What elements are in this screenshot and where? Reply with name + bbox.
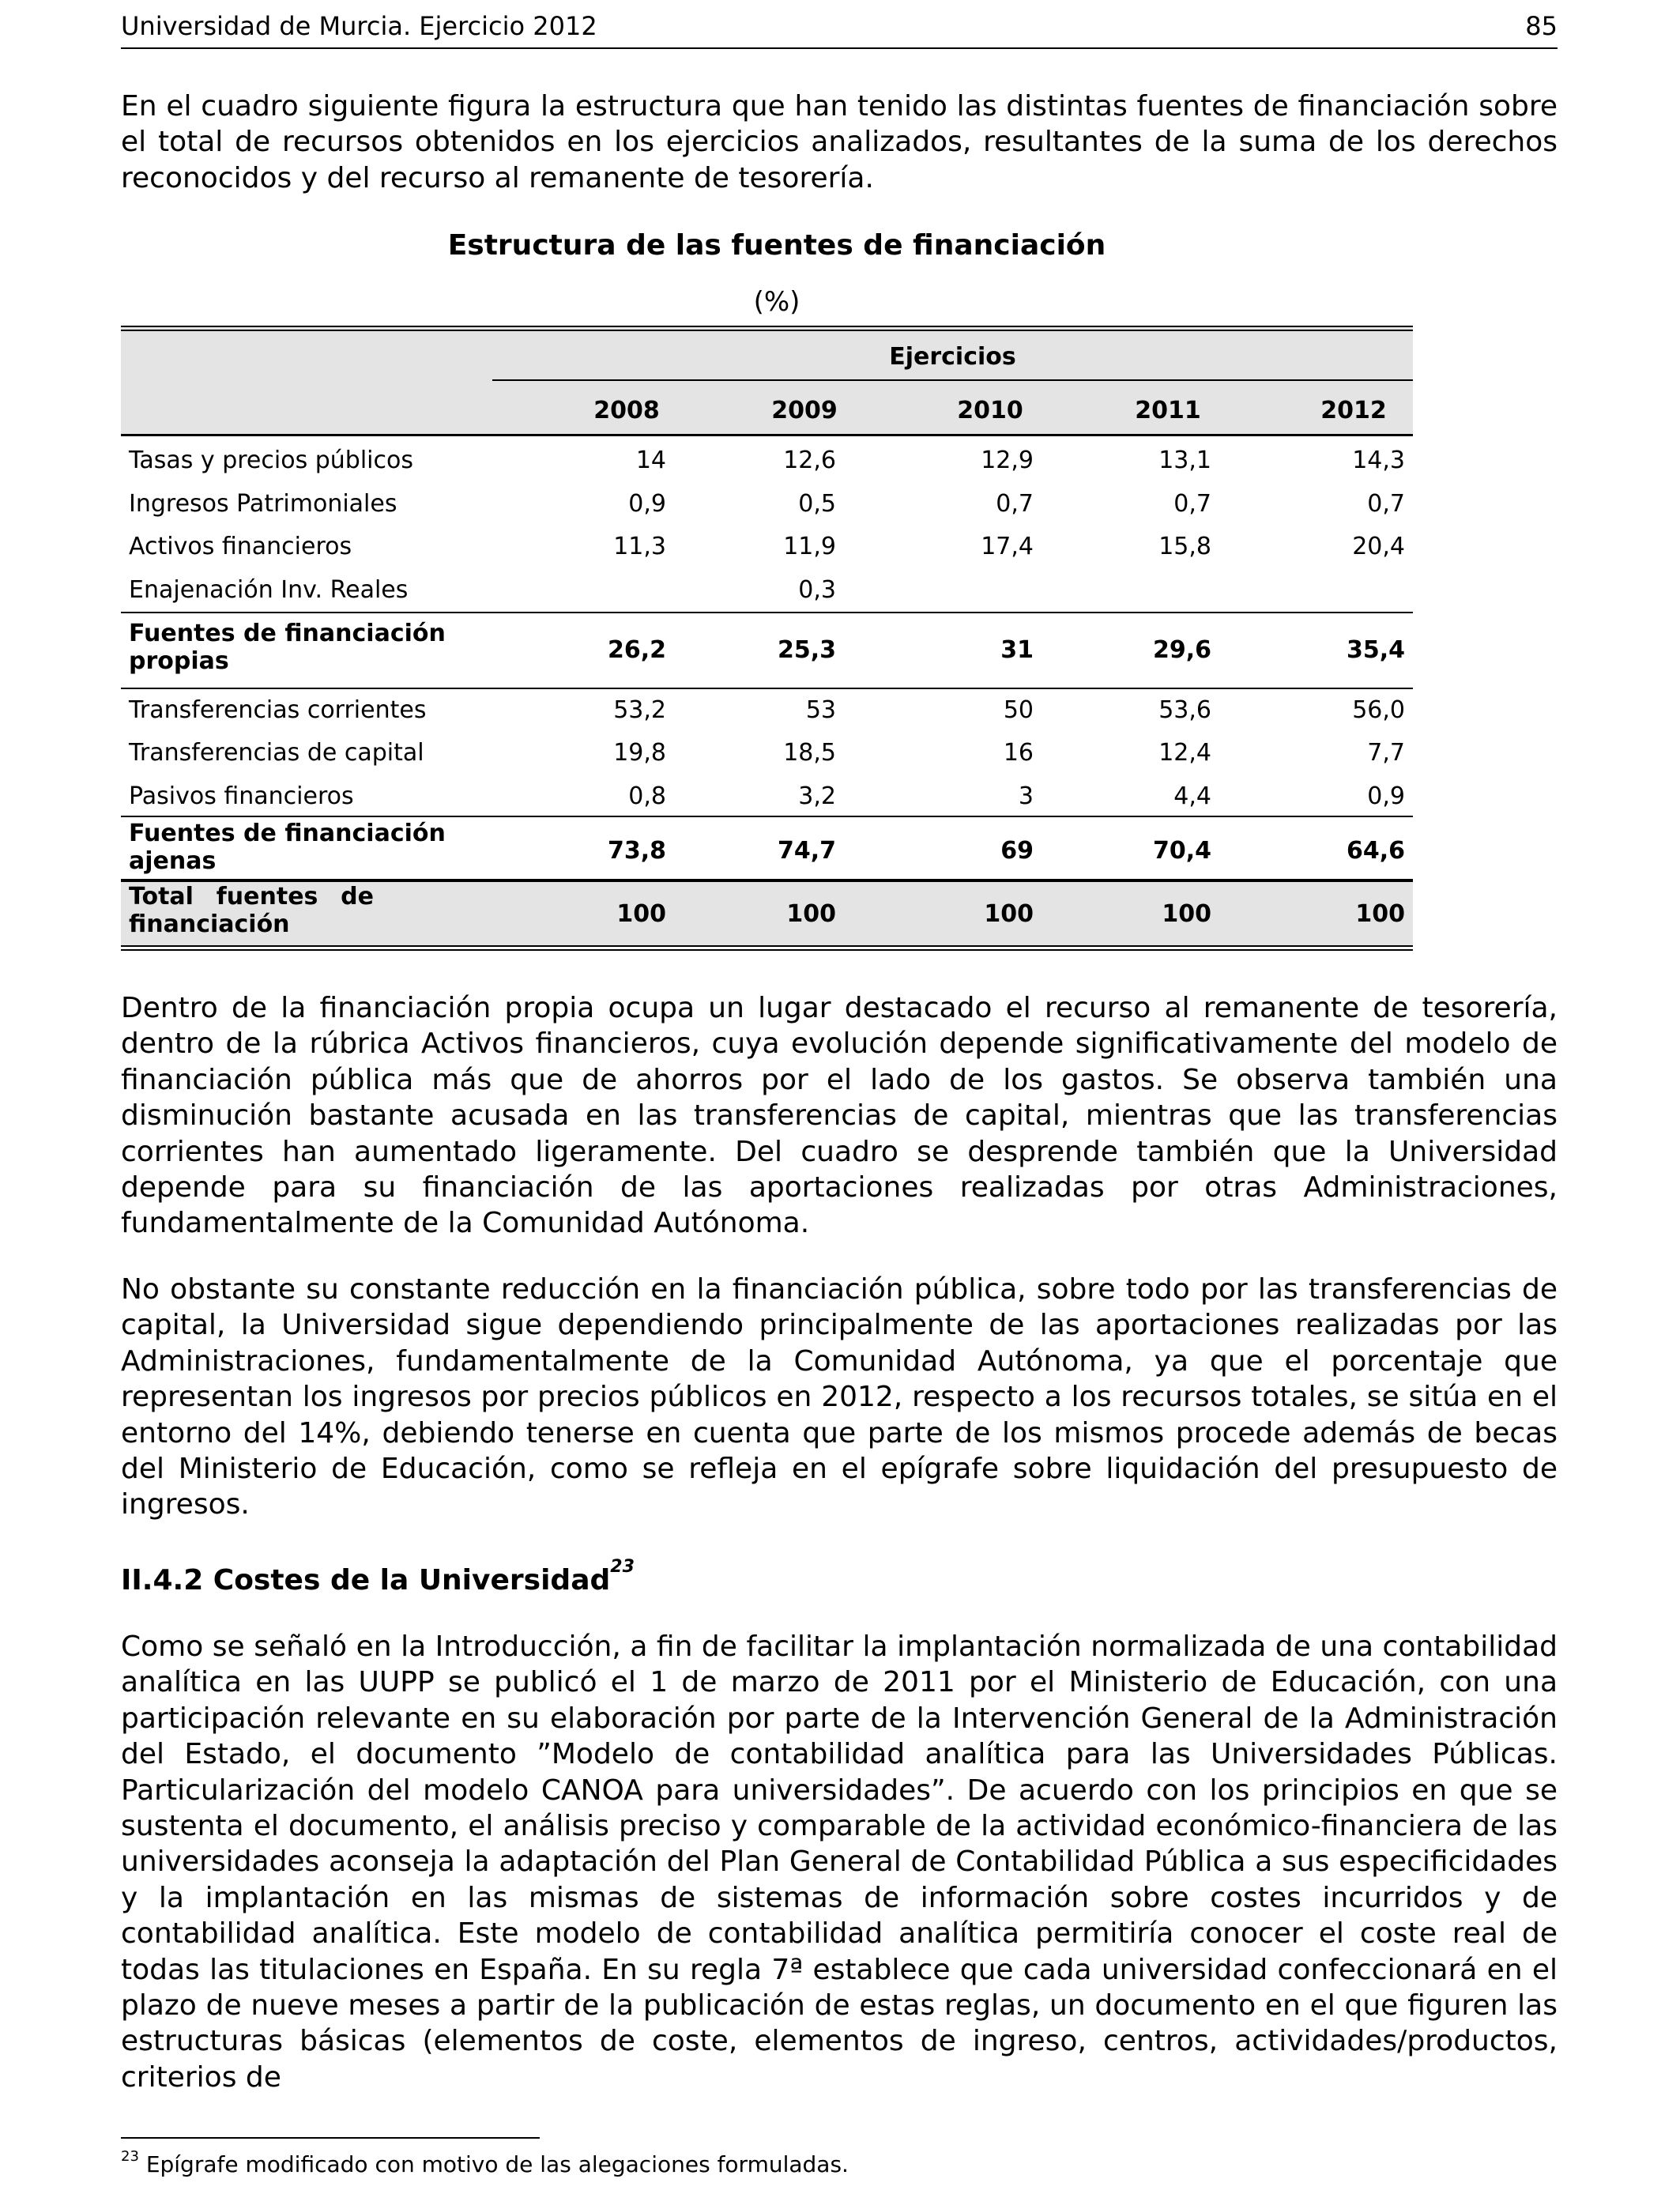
table-cell: 12,6 [783, 447, 836, 474]
row-label [129, 883, 374, 938]
table-cell: 53 [805, 696, 836, 724]
row-label: Transferencias corrientes [129, 696, 427, 724]
table-cell: 14 [635, 447, 666, 474]
subtotal-rule-bottom [121, 688, 1413, 689]
table-cell: 17,4 [981, 533, 1034, 560]
table-top-rule-double [121, 330, 1413, 331]
table-cell: 74,7 [777, 837, 836, 865]
footnote-number: 23 [121, 2148, 139, 2165]
year-2011: 2011 [1135, 397, 1201, 424]
table-cell: 3 [1018, 782, 1034, 810]
table-bottom-rule-double [121, 949, 1413, 951]
table-top-rule [121, 326, 1413, 327]
table-unit: (%) [753, 286, 800, 318]
table-cell: 0,7 [1173, 490, 1211, 518]
table-cell: 73,8 [607, 837, 666, 865]
row-label-line: Total fuentes de [129, 883, 374, 910]
group-header-ejercicios: Ejercicios [889, 343, 1016, 371]
table-cell: 100 [1355, 900, 1405, 928]
table-cell: 0,5 [798, 490, 836, 518]
table-cell: 3,2 [798, 782, 836, 810]
row-label: Ingresos Patrimoniales [129, 490, 397, 518]
table-cell: 56,0 [1352, 696, 1405, 724]
page-number: 85 [1525, 11, 1558, 41]
table-cell: 0,3 [798, 576, 836, 604]
table-cell: 0,8 [628, 782, 666, 810]
table-cell: 53,6 [1158, 696, 1211, 724]
table-cell: 35,4 [1346, 636, 1405, 664]
row-label: Pasivos financieros [129, 782, 354, 810]
row-label-line: financiación [129, 910, 290, 938]
group-header-rule [492, 379, 1413, 381]
table-cell: 16 [1003, 739, 1034, 767]
footnote-reference[interactable]: 23 [610, 1557, 635, 1577]
table-cell: 69 [1000, 837, 1034, 865]
table-cell: 11,3 [613, 533, 666, 560]
row-label-line: propias [129, 647, 229, 675]
table-cell: 14,3 [1352, 447, 1405, 474]
section-heading-text: II.4.2 Costes de la Universidad [121, 1564, 611, 1596]
total-rule-top [121, 879, 1413, 882]
table-cell: 31 [1000, 636, 1034, 664]
intro-paragraph: En el cuadro siguiente figura la estructura que han tenido las distintas fuentes de financiación sobre el total de recursos obtenidos en los ejercicios analizados, resultantes de la suma de los derechos reconocidos y del recurso al remanente de tesorería. [121, 90, 1558, 194]
year-2010: 2010 [957, 397, 1023, 424]
table-cell: 53,2 [613, 696, 666, 724]
year-2012: 2012 [1320, 397, 1387, 424]
table-cell: 20,4 [1352, 533, 1405, 560]
table-cell: 12,9 [981, 447, 1034, 474]
row-label-line: ajenas [129, 847, 217, 875]
table-cell: 18,5 [783, 739, 836, 767]
row-label: Activos financieros [129, 533, 352, 560]
row-label-line: Fuentes de financiación [129, 820, 446, 847]
row-label: Transferencias de capital [129, 739, 424, 767]
subtotal-rule-top [121, 612, 1413, 613]
table-bottom-rule [121, 945, 1413, 947]
table-cell: 4,4 [1173, 782, 1211, 810]
table-cell: 15,8 [1158, 533, 1211, 560]
row-label: Tasas y precios públicos [129, 447, 413, 474]
subtotal-rule-top [121, 816, 1413, 817]
row-label-line: Fuentes de financiación [129, 620, 446, 647]
row-label [129, 820, 446, 875]
table-cell: 0,7 [996, 490, 1034, 518]
paragraph-2: Dentro de la financiación propia ocupa un lugar destacado el recurso al remanente de tesorería, dentro de la rúbrica Activos financieros, cuya evolución depende significativamente del modelo de financiación pública más que de ahorros por el lado de los gastos. Se observa también una disminución bastante acusada en las transferencias de capital, mientras que las transferencias corrientes han aumentado ligeramente. Del cuadro se desprende también que la Universidad depende para su financiación de las aportaciones realizadas por otras Administraciones, fundamentalmente de la Comunidad Autónoma. [121, 992, 1558, 1240]
header-bottom-rule [121, 434, 1413, 436]
header-title: Universidad de Murcia. Ejercicio 2012 [121, 11, 597, 41]
table-cell: 70,4 [1152, 837, 1211, 865]
row-label: Enajenación Inv. Reales [129, 576, 409, 604]
table-cell: 13,1 [1158, 447, 1211, 474]
footnote-text: Epígrafe modificado con motivo de las alegaciones formuladas. [145, 2151, 849, 2177]
table-cell: 25,3 [777, 636, 836, 664]
table-cell: 100 [984, 900, 1034, 928]
table-cell: 0,9 [628, 490, 666, 518]
table-cell: 19,8 [613, 739, 666, 767]
table-cell: 7,7 [1367, 739, 1405, 767]
section-heading [121, 1557, 635, 1596]
table-cell: 0,9 [1367, 782, 1405, 810]
table-cell: 50 [1003, 696, 1034, 724]
table-cell: 0,7 [1367, 490, 1405, 518]
table-cell: 29,6 [1152, 636, 1211, 664]
table-cell: 100 [1162, 900, 1211, 928]
year-2009: 2009 [771, 397, 838, 424]
running-header [121, 8, 1558, 49]
table-cell: 11,9 [783, 533, 836, 560]
year-2008: 2008 [593, 397, 660, 424]
footnote [121, 2148, 849, 2177]
table-cell: 100 [786, 900, 836, 928]
table-cell: 12,4 [1158, 739, 1211, 767]
table-title: Estructura de las fuentes de financiación [447, 229, 1106, 262]
row-label [129, 620, 446, 675]
paragraph-3: No obstante su constante reducción en la financiación pública, sobre todo por las transferencias de capital, la Universidad sigue dependiendo principalmente de las aportaciones realizadas por las Administraciones, fundamentalmente de la Comunidad Autónoma, ya que el porcentaje que representan los ingresos por precios públicos en 2012, respecto a los recursos totales, se sitúa en el entorno del 14%, debiendo tenerse en cuenta que parte de los mismos procede además de becas del Ministerio de Educación, como se refleja en el epígrafe sobre liquidación del presupuesto de ingresos. [121, 1273, 1558, 1521]
footnote-divider [121, 2137, 540, 2139]
table-cell: 26,2 [607, 636, 666, 664]
table-cell: 100 [616, 900, 666, 928]
table-cell: 64,6 [1346, 837, 1405, 865]
paragraph-4: Como se señaló en la Introducción, a fin de facilitar la implantación normalizada de una contabilidad analítica en las UUPP se publicó el 1 de marzo de 2011 por el Ministerio de Educación, con una participación relevante en su elaboración por parte de la Intervención General de la Administración del Estado, el documento ”Modelo de contabilidad analítica para las Universidades Públicas. Particularización del modelo CANOA para universidades”. De acuerdo con los principios en que se sustenta el documento, el análisis preciso y comparable de la actividad económico-financiera de las universidades aconseja la adaptación del Plan General de Contabilidad Pública a sus especificidades y la implantación en las mismas de sistemas de información sobre costes incurridos y de contabilidad analítica. Este modelo de contabilidad analítica permitiría conocer el coste real de todas las titulaciones en España. En su regla 7ª establece que cada universidad confeccionará en el plazo de nueve meses a partir de la publicación de estas reglas, un documento en el que figuren las estructuras básicas (elementos de coste, elementos de ingreso, centros, actividades/productos, criterios de [121, 1630, 1558, 2094]
